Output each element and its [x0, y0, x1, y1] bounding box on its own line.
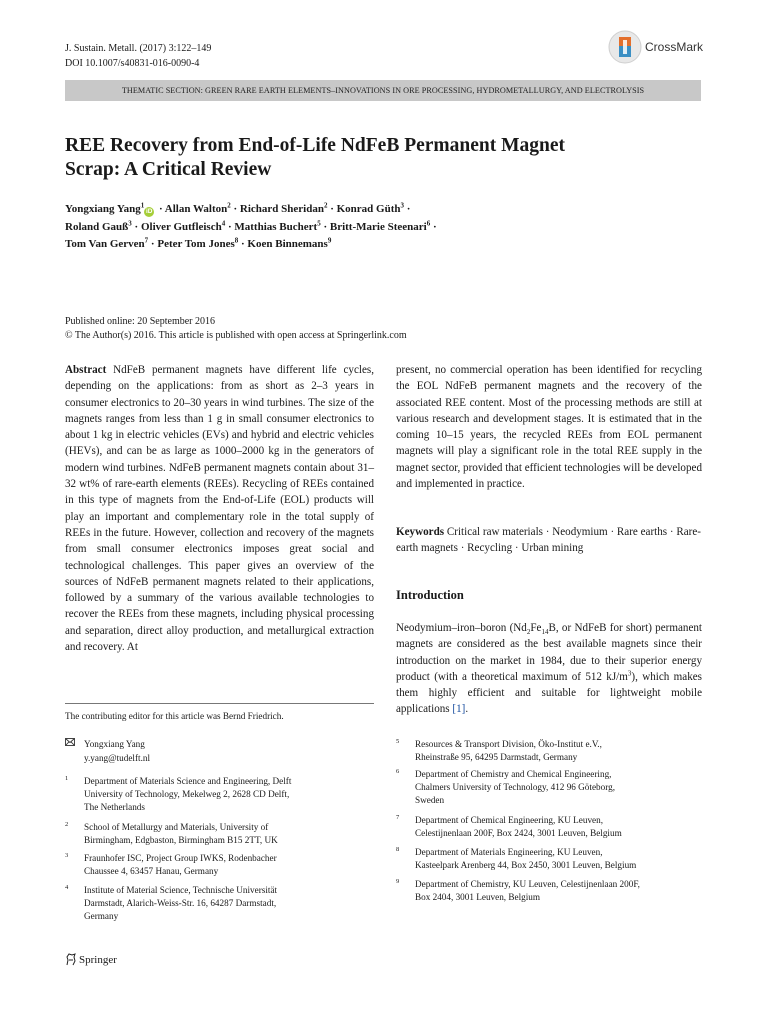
affiliation-line: Chaussee 4, 63457 Hanau, Germany	[84, 866, 219, 877]
footnote-divider	[65, 703, 374, 704]
affiliation-line: Germany	[84, 911, 119, 922]
crossmark-icon	[608, 30, 642, 64]
affiliation-line: Department of Chemistry, KU Leuven, Celestijnenlaan 200F,	[415, 879, 640, 889]
journal-citation: J. Sustain. Metall. (2017) 3:122–149	[65, 43, 212, 54]
affiliation-number: 3	[65, 852, 69, 859]
affiliation-marker: 6	[426, 218, 431, 227]
affiliation-number: 7	[396, 814, 400, 821]
corresponding-author-email[interactable]: y.yang@tudelft.nl	[84, 753, 151, 763]
author-name[interactable]: Oliver Gutfleisch	[140, 220, 222, 233]
affiliation-9	[396, 878, 640, 904]
abstract-label: Abstract	[65, 364, 107, 376]
doi-line: DOI 10.1007/s40831-016-0090-4	[65, 58, 200, 69]
reference-link[interactable]: [1]	[452, 703, 466, 716]
affiliation-number: 8	[396, 846, 400, 853]
intro-text-part: ), which makes them highly efficient and suitable for lightweight mobile applications	[396, 670, 702, 716]
affiliation-line: Darmstadt, Alarich-Weiss-Str. 16, 64287 Darmstadt,	[84, 898, 277, 909]
publication-info	[65, 315, 407, 343]
author-name[interactable]: Allan Walton	[164, 203, 228, 215]
affiliation-line: Department of Chemistry and Chemical Engineering,	[415, 769, 612, 779]
affiliation-marker: 9	[327, 236, 332, 245]
affiliation-3	[65, 852, 277, 878]
affiliation-2	[65, 821, 278, 847]
keywords-block	[396, 524, 702, 557]
affiliation-line: Department of Materials Science and Engineering, Delft	[84, 776, 292, 786]
published-date: Published online: 20 September 2016	[65, 316, 215, 327]
author-name[interactable]: Roland Gauß	[65, 220, 129, 233]
affiliation-marker: 2	[323, 201, 328, 210]
author-name[interactable]: Matthias Buchert	[234, 220, 318, 233]
introduction-paragraph	[396, 620, 702, 718]
affiliation-number: 9	[396, 878, 400, 885]
affiliation-marker: 3	[400, 201, 405, 210]
affiliation-6	[396, 768, 615, 808]
author-line-3: Tom Van Gerven$^7$ · Peter Tom Jones$^8$ · Koen Binnemans$^9$	[65, 236, 332, 250]
affiliation-8	[396, 846, 636, 872]
author-name[interactable]: Peter Tom Jones	[157, 238, 235, 250]
affiliation-marker: 5	[317, 218, 321, 227]
keywords-label: Keywords	[396, 526, 445, 538]
abstract-left-column	[65, 362, 374, 655]
author-name[interactable]: Konrad Güth	[336, 203, 401, 215]
affiliation-number: 4	[65, 884, 69, 891]
author-line-1: Yongxiang Yang$^1$iD · Allan Walton$^2$ · Richard Sheridan$^2$ · Konrad Güth$^3$ ·	[65, 201, 411, 215]
intro-text-part: B, or NdFeB for short) permanent magnets are considered as the best available magnets since their introduction on the market in 1984, due to their superior energy product (with a theoretical maximum of 512 kJ/m	[396, 622, 702, 683]
affiliation-marker: 7	[144, 236, 149, 245]
abstract-continued-text: present, no commercial operation has been identified for recycling the EOL NdFeB permanent magnets and the recovery of the associated REE content. Most of the processing methods are still at various research and development stages. It is estimated that in the coming 10–15 years, the recycled REEs from EOL permanent magnets will play a significant role in the total REE supply in the magnet sector, provided that efficient technologies will be developed and implemented in practice.	[396, 364, 702, 491]
affiliation-marker: 1	[140, 201, 145, 210]
affiliation-line: Birmingham, Edgbaston, Birmingham B15 2TT, UK	[84, 835, 278, 846]
affiliation-line: Box 2404, 3001 Leuven, Belgium	[415, 892, 541, 903]
corresponding-author-name: Yongxiang Yang	[84, 739, 145, 749]
abstract-right-column	[396, 362, 702, 492]
keywords-text: Critical raw materials · Neodymium · Rare earths · Rare-earth magnets · Recycling · Urban mining	[396, 526, 701, 555]
journal-header	[65, 41, 211, 71]
affiliation-line: Rheinstraße 95, 64295 Darmstadt, Germany	[415, 752, 578, 763]
affiliation-marker: 3	[128, 218, 132, 227]
affiliation-1	[65, 775, 291, 815]
author-name[interactable]: Koen Binnemans	[247, 238, 328, 250]
affiliation-line: Celestijnenlaan 200F, Box 2424, 3001 Leuven, Belgium	[415, 828, 622, 839]
copyright-notice: © The Author(s) 2016. This article is published with open access at Springerlink.com	[65, 330, 407, 341]
contributing-editor-note: The contributing editor for this article was Bernd Friedrich.	[65, 711, 284, 721]
springer-horse-icon	[65, 953, 77, 966]
thematic-section-text: THEMATIC SECTION: GREEN RARE EARTH ELEMENTS–INNOVATIONS IN ORE PROCESSING, HYDROMETALLURGY, AND ELECTROLYSIS	[121, 86, 645, 95]
superscript: 3	[627, 669, 632, 678]
subscript: 14	[541, 628, 549, 637]
publisher-name: Springer	[79, 953, 117, 966]
affiliation-marker: 8	[234, 236, 239, 245]
intro-text-part: Neodymium–iron–boron (Nd	[396, 622, 527, 634]
affiliation-line: Institute of Material Science, Technische Universität	[84, 885, 278, 895]
affiliation-marker: 2	[227, 201, 231, 210]
author-name[interactable]: Britt-Marie Steenari	[329, 220, 427, 233]
affiliation-line: Fraunhofer ISC, Project Group IWKS, Rodenbacher	[84, 853, 277, 863]
affiliation-5	[396, 738, 602, 764]
publisher-footer	[65, 953, 117, 966]
title-line-2: Scrap: A Critical Review	[65, 159, 272, 180]
affiliation-marker: 4	[221, 218, 226, 227]
affiliation-number: 2	[65, 821, 69, 828]
envelope-icon	[65, 738, 75, 746]
author-name[interactable]: Yongxiang Yang	[65, 203, 141, 215]
affiliation-line: Kasteelpark Arenberg 44, Box 2450, 3001 Leuven, Belgium	[415, 860, 637, 871]
article-title	[65, 134, 665, 182]
affiliation-4	[65, 884, 277, 924]
affiliation-line: Chalmers University of Technology, 412 96 Göteborg,	[415, 782, 616, 793]
thematic-section-band	[65, 80, 701, 101]
subscript: 2	[526, 628, 531, 637]
author-line-2: Roland Gauß$^3$ · Oliver Gutfleisch$^4$ · Matthias Buchert$^5$ · Britt-Marie Steenari$^6$ ·	[65, 218, 437, 233]
affiliation-line: The Netherlands	[84, 802, 145, 813]
affiliation-7	[396, 814, 622, 840]
author-name[interactable]: Richard Sheridan	[239, 203, 324, 215]
introduction-heading: Introduction	[396, 588, 464, 602]
affiliation-line: University of Technology, Mekelweg 2, 2628 CD Delft,	[84, 789, 290, 800]
intro-text-part: .	[465, 703, 469, 716]
author-list	[65, 201, 705, 254]
correspondence-block	[65, 737, 150, 765]
affiliation-line: Sweden	[415, 795, 445, 806]
affiliation-line: Department of Materials Engineering, KU Leuven,	[415, 847, 603, 857]
orcid-icon[interactable]: iD	[145, 208, 153, 215]
affiliation-line: Resources & Transport Division, Öko-Institut e.V.,	[415, 739, 602, 749]
affiliation-number: 6	[396, 768, 400, 775]
affiliation-line: Department of Chemical Engineering, KU Leuven,	[415, 815, 604, 825]
affiliation-line: School of Metallurgy and Materials, University of	[84, 822, 269, 832]
author-name[interactable]: Tom Van Gerven	[65, 238, 145, 250]
title-line-1: REE Recovery from End-of-Life NdFeB Permanent Magnet	[65, 135, 566, 156]
abstract-text: NdFeB permanent magnets have different life cycles, depending on the applications: from as short as 2–3 years in consumer electronics to 20–30 years in wind turbines. The size of the magnets ranges from less than 1 g in small consumer electronics to about 1 kg in electric vehicles (EVs) and hybrid and electric vehicles (HEVs), and can be as large as 1000–2000 kg in the generators of modern wind turbines. NdFeB permanent magnets contain about 31–32 wt% of rare-earth elements (REEs). Recycling of REEs contained in this type of magnets from the End-of-Life (EOL) products will play an important and complementary role in the total supply of REEs in the future. However, collection and recovery of the magnets from small consumer electronics imposes great social and technological challenges. This paper gives an overview of the sources of NdFeB permanent magnets related to their applications, followed by a summary of the various available technologies to recover the REEs from these magnets, including physical processing and separation, direct alloy production, and metallurgical extraction and recovery. At	[65, 364, 374, 654]
crossmark-label: CrossMark	[645, 40, 704, 54]
crossmark-badge[interactable]	[608, 30, 703, 64]
intro-text-part: Fe	[530, 622, 542, 634]
affiliation-number: 1	[65, 775, 69, 782]
affiliation-number: 5	[396, 738, 400, 745]
